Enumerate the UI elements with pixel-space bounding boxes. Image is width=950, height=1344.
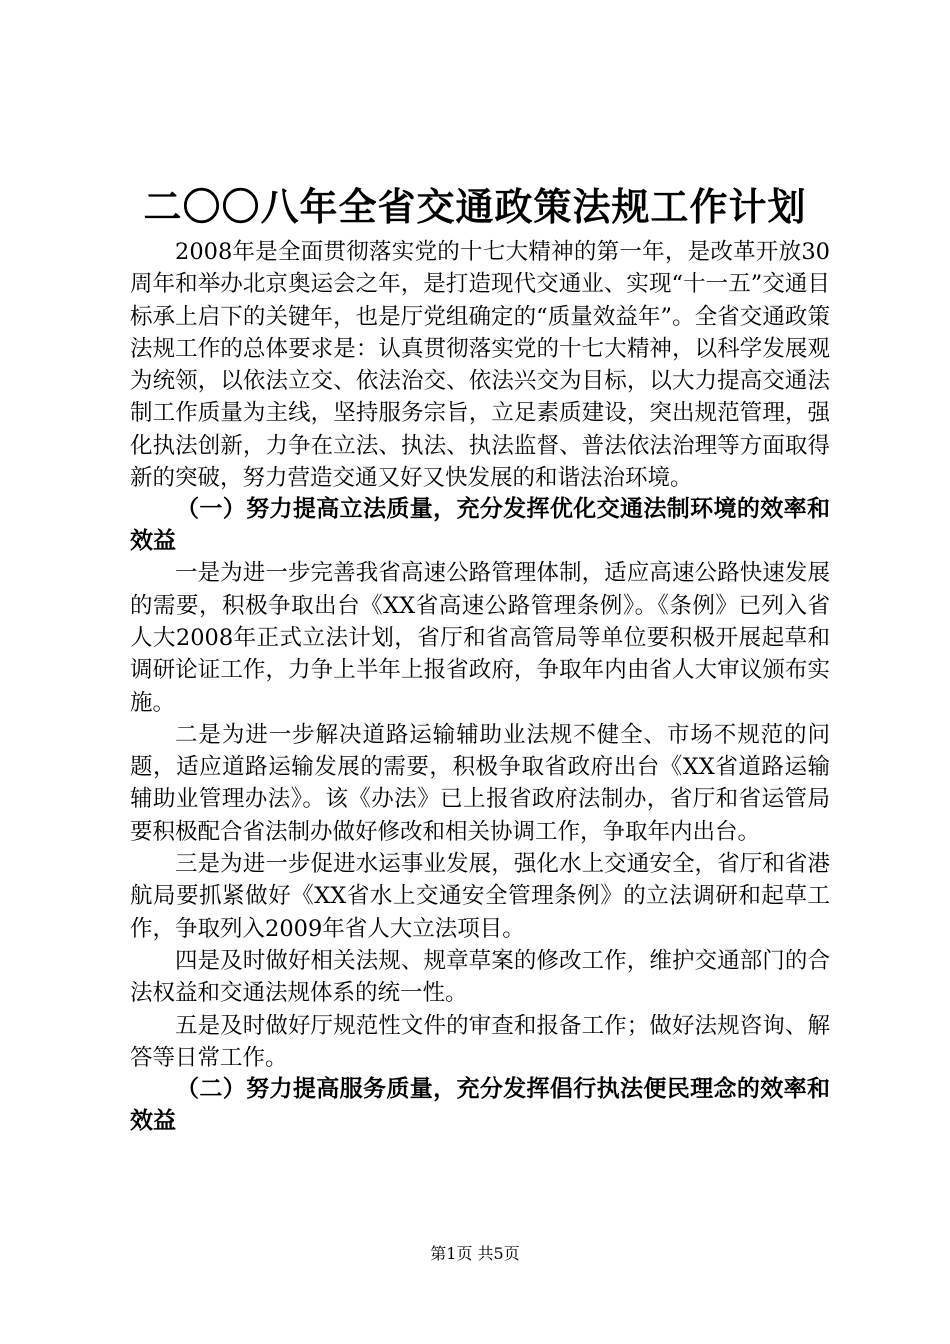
- intro-paragraph: 2008年是全面贯彻落实党的十七大精神的第一年，是改革开放30周年和举办北京奥运会之年，是打造现代交通业、实现“十一五”交通目标承上启下的关键年，也是厅党组确定的“质量效益年”。全省交通政策法规工作的总体要求是：认真贯彻落实党的十七大精神，以科学发展观为统领，以依法立交、依法治交、依法兴交为目标，以大力提高交通法制工作质量为主线，坚持服务宗旨，立足素质建设，突出规范管理，强化执法创新，力争在立法、执法、执法监督、普法依法治理等方面取得新的突破，努力营造交通又好又快发展的和谐法治环境。: [130, 239, 830, 492]
- section1-item-2: 二是为进一步解决道路运输辅助业法规不健全、市场不规范的问题，适应道路运输发展的需要，积极争取省政府出台《XX省道路运输辅助业管理办法》。该《办法》已上报省政府法制办，省厅和省运管局要积极配合省法制办做好修改和相关协调工作，争取年内出台。: [130, 721, 830, 845]
- document-title: 二〇〇八年全省交通政策法规工作计划: [143, 185, 807, 229]
- section-heading-1: （一）努力提高立法质量，充分发挥优化交通法制环境的效率和效益: [130, 496, 830, 554]
- document-body: [130, 236, 830, 1137]
- section1-item-3: 三是为进一步促进水运事业发展，强化水上交通安全，省厅和省港航局要抓紧做好《XX省水上交通安全管理条例》的立法调研和起草工作，争取列入2009年省人大立法项目。: [130, 851, 830, 942]
- section1-item-4: 四是及时做好相关法规、规章草案的修改工作，维护交通部门的合法权益和交通法规体系的统一性。: [130, 947, 830, 1007]
- section1-item-5: 五是及时做好厅规范性文件的审查和报备工作；做好法规咨询、解答等日常工作。: [130, 1012, 830, 1071]
- page-number-footer: 第1页 共5页: [430, 1244, 520, 1263]
- section-heading-2: （二）努力提高服务质量，充分发挥倡行执法便民理念的效率和效益: [130, 1076, 830, 1134]
- section1-item-1: 一是为进一步完善我省高速公路管理体制，适应高速公路快速发展的需要，积极争取出台《XX省高速公路管理条例》。《条例》已列入省人大2008年正式立法计划，省厅和省高管局等单位要积极开展起草和调研论证工作，力争上半年上报省政府，争取年内由省人大审议颁布实施。: [130, 560, 830, 716]
